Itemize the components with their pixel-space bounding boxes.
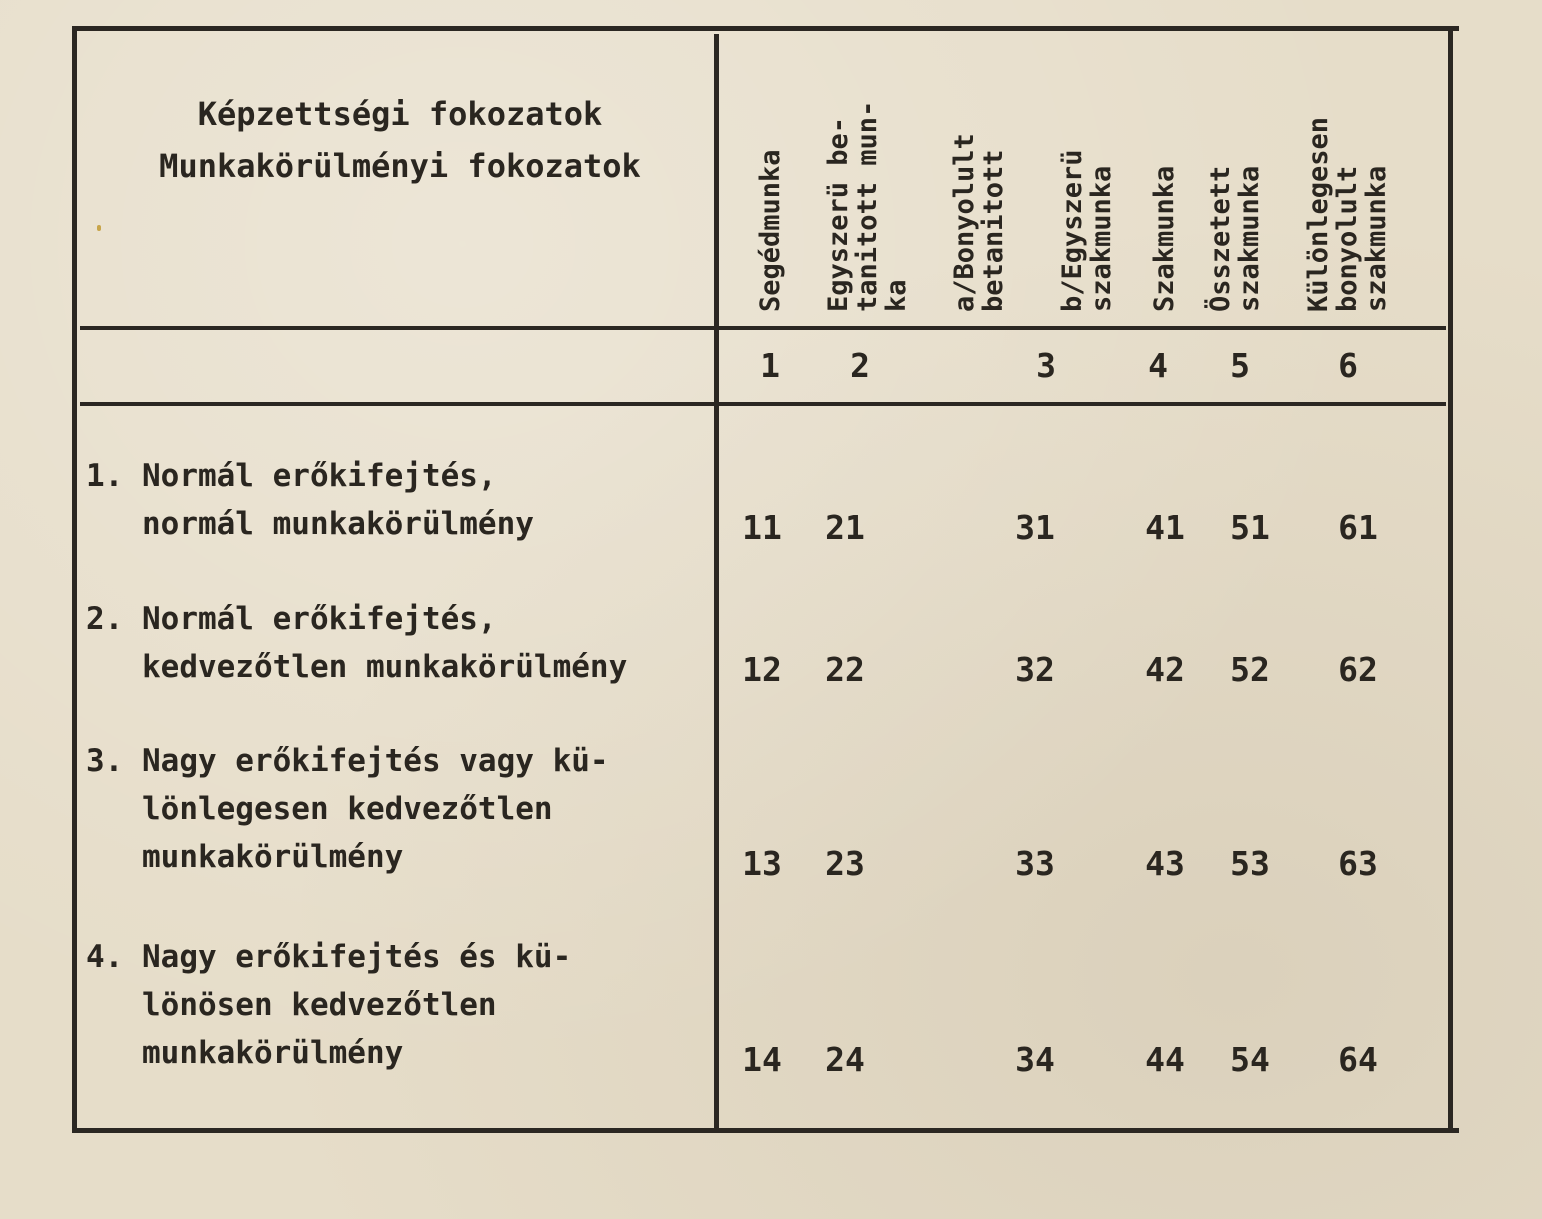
header-title-line1: Képzettségi fokozatok [197, 95, 603, 133]
row-label-1: 1. Normál erőkifejtés, normál munkakörülmény [86, 458, 534, 542]
column-header-segedmunka: Segédmunka [755, 149, 786, 312]
column-number: 5 [1230, 346, 1250, 385]
cell-value: 61 [1338, 508, 1378, 547]
cell-value: 51 [1230, 508, 1270, 547]
column-number: 1 [760, 346, 780, 385]
column-header-bonyolult-betanitott: a/Bonyolult betanitott [949, 133, 1009, 312]
column-header-kulonlegesen-bonyolult: Különlegesen bonyolult szakmunka [1303, 116, 1392, 312]
column-number: 2 [850, 346, 870, 385]
column-header-egyszeru-betanitott: Egyszerü be- tanitott mun- ka [823, 100, 912, 312]
cell-value: 14 [742, 1040, 782, 1079]
row-label-2: 2. Normál erőkifejtés, kedvezőtlen munkakörülmény [86, 601, 628, 685]
cell-value: 31 [1015, 508, 1055, 547]
table-left-border [72, 26, 77, 1133]
cell-value: 23 [825, 844, 865, 883]
cell-value: 33 [1015, 844, 1055, 883]
cell-value: 52 [1230, 650, 1270, 689]
column-number: 4 [1148, 346, 1168, 385]
cell-value: 21 [825, 508, 865, 547]
cell-value: 62 [1338, 650, 1378, 689]
table-divider-vertical [714, 34, 719, 1131]
cell-value: 54 [1230, 1040, 1270, 1079]
cell-value: 64 [1338, 1040, 1378, 1079]
header-title-line2: Munkakörülményi fokozatok [159, 147, 641, 185]
cell-value: 63 [1338, 844, 1378, 883]
column-header-osszetett-szakmunka: Összetett szakmunka [1205, 165, 1265, 312]
table-top-border [74, 26, 1459, 31]
column-header-egyszeru-szakmunka: b/Egyszerü szakmunka [1057, 149, 1117, 312]
cell-value: 32 [1015, 650, 1055, 689]
cell-value: 22 [825, 650, 865, 689]
cell-value: 11 [742, 508, 782, 547]
cell-value: 53 [1230, 844, 1270, 883]
cell-value: 24 [825, 1040, 865, 1079]
column-number: 3 [1036, 346, 1056, 385]
cell-value: 43 [1145, 844, 1185, 883]
header-divider [80, 326, 1446, 330]
column-header-szakmunka: Szakmunka [1149, 165, 1180, 312]
row-label-3: 3. Nagy erőkifejtés vagy kü- lönlegesen kedvezőtlen munkakörülmény [86, 743, 609, 875]
cell-value: 12 [742, 650, 782, 689]
row-label-4: 4. Nagy erőkifejtés és kü- lönösen kedvezőtlen munkakörülmény [86, 939, 572, 1071]
number-row-divider [80, 402, 1446, 406]
table-right-border [1448, 26, 1453, 1133]
cell-value: 41 [1145, 508, 1185, 547]
cell-value: 13 [742, 844, 782, 883]
cell-value: 42 [1145, 650, 1185, 689]
cell-value: 44 [1145, 1040, 1185, 1079]
column-number: 6 [1338, 346, 1358, 385]
paper-smudge [97, 225, 101, 231]
table-bottom-border [74, 1128, 1459, 1133]
cell-value: 34 [1015, 1040, 1055, 1079]
